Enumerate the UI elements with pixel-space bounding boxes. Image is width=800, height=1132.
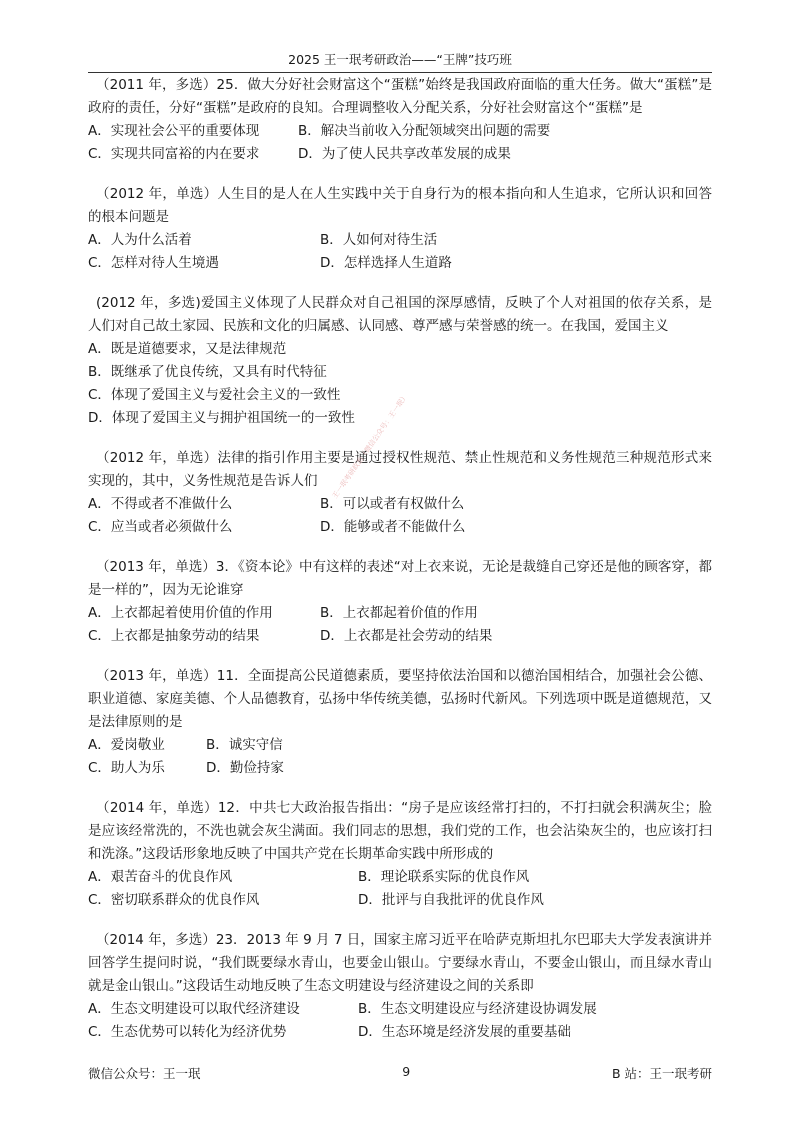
question-stem: （2013 年，单选）3．《资本论》中有这样的表述“对上衣来说，无论是裁缝自己穿还是他的顾客穿，都是一样的”，因为无论谁穿 (88, 559, 712, 598)
option-c: C．生态优势可以转化为经济优势 (88, 1024, 287, 1040)
question-stem: （2014 年，多选）23．2013 年 9 月 7 日，国家主席习近平在哈萨克斯坦扎尔巴耶夫大学发表演讲并回答学生提问时说，“我们既要绿水青山，也要金山银山。宁要绿水青山，不要金山银山，而且绿水青山就是金山银山。”这段话生动地反映了生态文明建设与经济建设之间的关系即 (88, 932, 712, 994)
watermark: 王一珉考研政治（微信公众号：王一珉） (330, 392, 410, 501)
option-d: D．为了使人民共享改革发展的成果 (298, 146, 511, 162)
question-5 (88, 556, 712, 648)
question-2 (88, 183, 712, 275)
page-number: 9 (402, 1064, 411, 1079)
option-b: B．既继承了优良传统，又具有时代特征 (88, 364, 327, 380)
question-6 (88, 665, 712, 780)
option-a: A．人为什么活着 (88, 232, 192, 248)
question-7 (88, 797, 712, 912)
option-a: A．既是道德要求，又是法律规范 (88, 341, 287, 357)
option-d: D．勤俭持家 (206, 760, 284, 776)
option-b: B．生态文明建设应与经济建设协调发展 (358, 1001, 597, 1017)
option-a: A．不得或者不准做什么 (88, 496, 233, 512)
option-a: A．爱岗敬业 (88, 737, 165, 753)
option-d: D．生态环境是经济发展的重要基础 (358, 1024, 571, 1040)
option-a: A．上衣都起着使用价值的作用 (88, 605, 273, 621)
option-c: C．实现共同富裕的内在要求 (88, 146, 260, 162)
option-a: A．艰苦奋斗的优良作风 (88, 869, 233, 885)
option-d: D．体现了爱国主义与拥护祖国统一的一致性 (88, 410, 355, 426)
option-c: C．上衣都是抽象劳动的结果 (88, 628, 260, 644)
option-c: C．体现了爱国主义与爱社会主义的一致性 (88, 387, 341, 403)
option-a: A．实现社会公平的重要体现 (88, 123, 260, 139)
question-stem: （2012 年，单选）法律的指引作用主要是通过授权性规范、禁止性规范和义务性规范三种规范形式来实现的，其中，义务性规范是告诉人们 (88, 450, 712, 489)
option-d: D．上衣都是社会劳动的结果 (320, 628, 493, 644)
option-d: D．怎样选择人生道路 (320, 255, 452, 271)
option-b: B．诚实守信 (206, 737, 283, 753)
footer-wechat: 微信公众号：王一珉 (88, 1066, 201, 1081)
option-a: A．生态文明建设可以取代经济建设 (88, 1001, 300, 1017)
option-c: C．怎样对待人生境遇 (88, 255, 219, 271)
page-header: 2025 王一珉考研政治——“王牌”技巧班 (88, 50, 712, 73)
option-d: D．能够或者不能做什么 (320, 519, 466, 535)
option-c: C．密切联系群众的优良作风 (88, 892, 260, 908)
option-c: C．应当或者必须做什么 (88, 519, 233, 535)
page-footer (88, 1064, 712, 1082)
option-b: B．人如何对待生活 (320, 232, 438, 248)
option-c: C．助人为乐 (88, 760, 165, 776)
question-stem: （2011 年，多选）25．做大分好社会财富这个“蛋糕”始终是我国政府面临的重大任务。做大“蛋糕”是政府的责任，分好“蛋糕”是政府的良知。合理调整收入分配关系，分好社会财富这个“蛋糕”是 (88, 77, 712, 116)
option-d: D．批评与自我批评的优良作风 (358, 892, 544, 908)
question-stem: (2012 年，多选)爱国主义体现了人民群众对自己祖国的深厚感情，反映了个人对祖国的依存关系，是人们对自己故土家园、民族和文化的归属感、认同感、尊严感与荣誉感的统一。在我国，爱国主义 (88, 295, 712, 334)
option-b: B．可以或者有权做什么 (320, 496, 465, 512)
question-list (88, 74, 712, 1061)
option-b: B．上衣都起着价值的作用 (320, 605, 478, 621)
question-1 (88, 74, 712, 166)
question-stem: （2012 年，单选）人生目的是人在人生实践中关于自身行为的根本指向和人生追求，它所认识和回答的根本问题是 (88, 186, 712, 225)
option-b: B．解决当前收入分配领域突出问题的需要 (298, 123, 551, 139)
question-stem: （2014 年，单选）12．中共七大政治报告指出：“房子是应该经常打扫的，不打扫就会积满灰尘；脸是应该经常洗的，不洗也就会灰尘满面。我们同志的思想，我们党的工作，也会沾染灰尘的，也应该打扫和洗涤。”这段话形象地反映了中国共产党在长期革命实践中所形成的 (88, 800, 712, 862)
question-stem: （2013 年，单选）11．全面提高公民道德素质，要坚持依法治国和以德治国相结合，加强社会公德、职业道德、家庭美德、个人品德教育，弘扬中华传统美德，弘扬时代新风。下列选项中既是道德规范，又是法律原则的是 (88, 668, 712, 730)
question-8 (88, 929, 712, 1044)
footer-bilibili: B 站：王一珉考研 (611, 1066, 712, 1081)
option-b: B．理论联系实际的优良作风 (358, 869, 530, 885)
question-4 (88, 447, 712, 539)
